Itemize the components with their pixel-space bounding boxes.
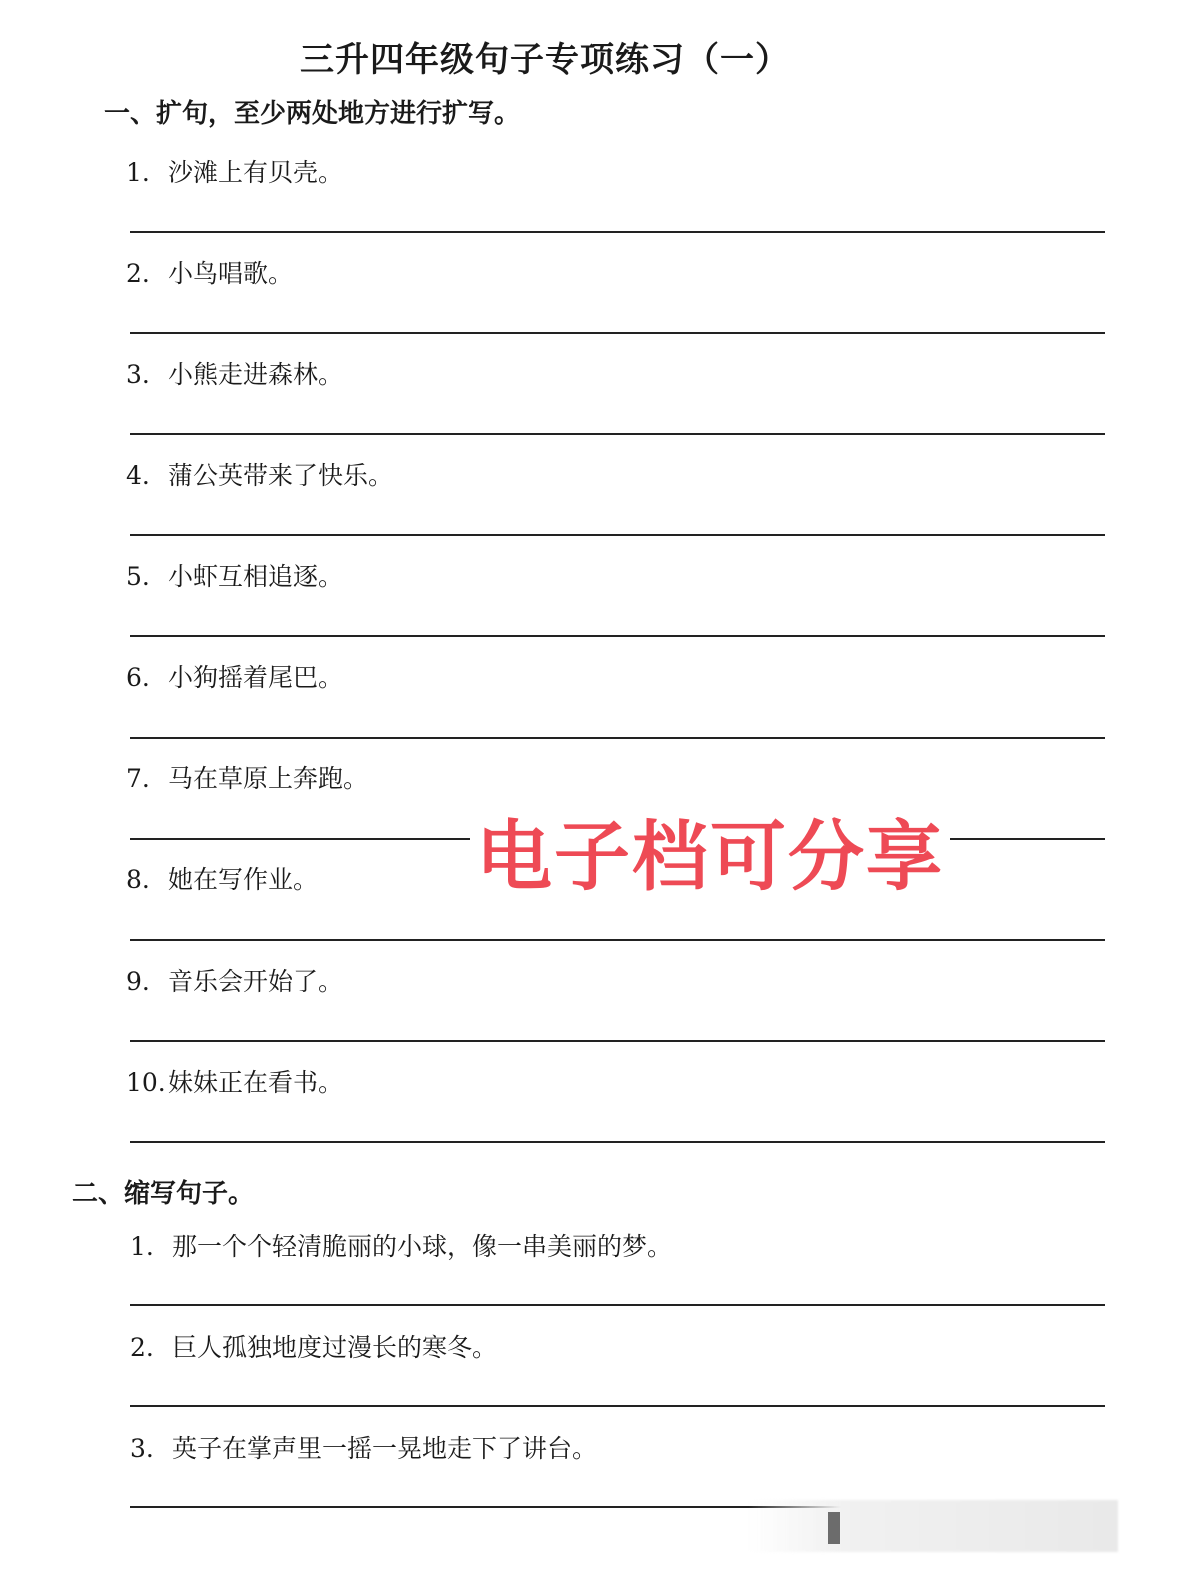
item-sentence: 音乐会开始了。	[168, 967, 344, 996]
item-number: 7.	[126, 764, 150, 793]
item-sentence: 英子在掌声里一摇一晃地走下了讲台。	[172, 1434, 598, 1463]
list-item	[126, 658, 343, 694]
answer-line	[130, 1304, 1105, 1306]
list-item	[126, 1063, 343, 1099]
answer-line	[130, 1040, 1105, 1042]
item-sentence: 她在写作业。	[168, 865, 319, 894]
list-item	[126, 962, 343, 998]
section-1-heading: 一、扩句，至少两处地方进行扩写。	[104, 99, 521, 129]
item-number: 1.	[126, 158, 150, 187]
answer-line	[130, 1405, 1105, 1407]
item-number: 1.	[130, 1232, 154, 1261]
list-item	[130, 1227, 672, 1263]
list-item	[126, 860, 318, 896]
item-sentence: 小熊走进森林。	[168, 360, 344, 389]
list-item	[126, 153, 343, 189]
corner-overlay	[748, 1500, 1118, 1552]
list-item	[130, 1429, 597, 1465]
item-number: 9.	[126, 967, 150, 996]
item-number: 3.	[130, 1434, 154, 1463]
item-sentence: 小狗摇着尾巴。	[168, 663, 344, 692]
list-item	[126, 355, 343, 391]
answer-line	[130, 1141, 1105, 1143]
list-item	[126, 557, 343, 593]
answer-line	[130, 231, 1105, 233]
item-number: 2.	[126, 259, 150, 288]
answer-line	[130, 635, 1105, 637]
section-2-heading: 二、缩写句子。	[72, 1179, 255, 1209]
item-sentence: 沙滩上有贝壳。	[168, 158, 344, 187]
item-number: 2.	[130, 1333, 154, 1362]
answer-line	[130, 332, 1105, 334]
item-number: 6.	[126, 663, 150, 692]
item-sentence: 蒲公英带来了快乐。	[168, 461, 394, 490]
item-sentence: 小虾互相追逐。	[168, 562, 344, 591]
item-sentence: 那一个个轻清脆丽的小球，像一串美丽的梦。	[172, 1232, 673, 1261]
list-item	[126, 759, 368, 795]
answer-line	[130, 737, 1105, 739]
item-number: 5.	[126, 562, 150, 591]
worksheet-title: 三升四年级句子专项练习（一）	[300, 40, 790, 80]
item-number: 10.	[126, 1068, 166, 1097]
share-watermark: 电子档可分享	[470, 796, 950, 905]
item-sentence: 小鸟唱歌。	[168, 259, 294, 288]
item-number: 4.	[126, 461, 150, 490]
item-sentence: 马在草原上奔跑。	[168, 764, 369, 793]
item-number: 3.	[126, 360, 150, 389]
list-item	[126, 456, 393, 492]
list-item	[130, 1328, 497, 1364]
item-sentence: 巨人孤独地度过漫长的寒冬。	[172, 1333, 498, 1362]
list-item	[126, 254, 293, 290]
corner-overlay-bar	[828, 1512, 840, 1544]
answer-line	[130, 534, 1105, 536]
item-number: 8.	[126, 865, 150, 894]
answer-line	[130, 939, 1105, 941]
item-sentence: 妹妹正在看书。	[168, 1068, 344, 1097]
answer-line	[130, 433, 1105, 435]
